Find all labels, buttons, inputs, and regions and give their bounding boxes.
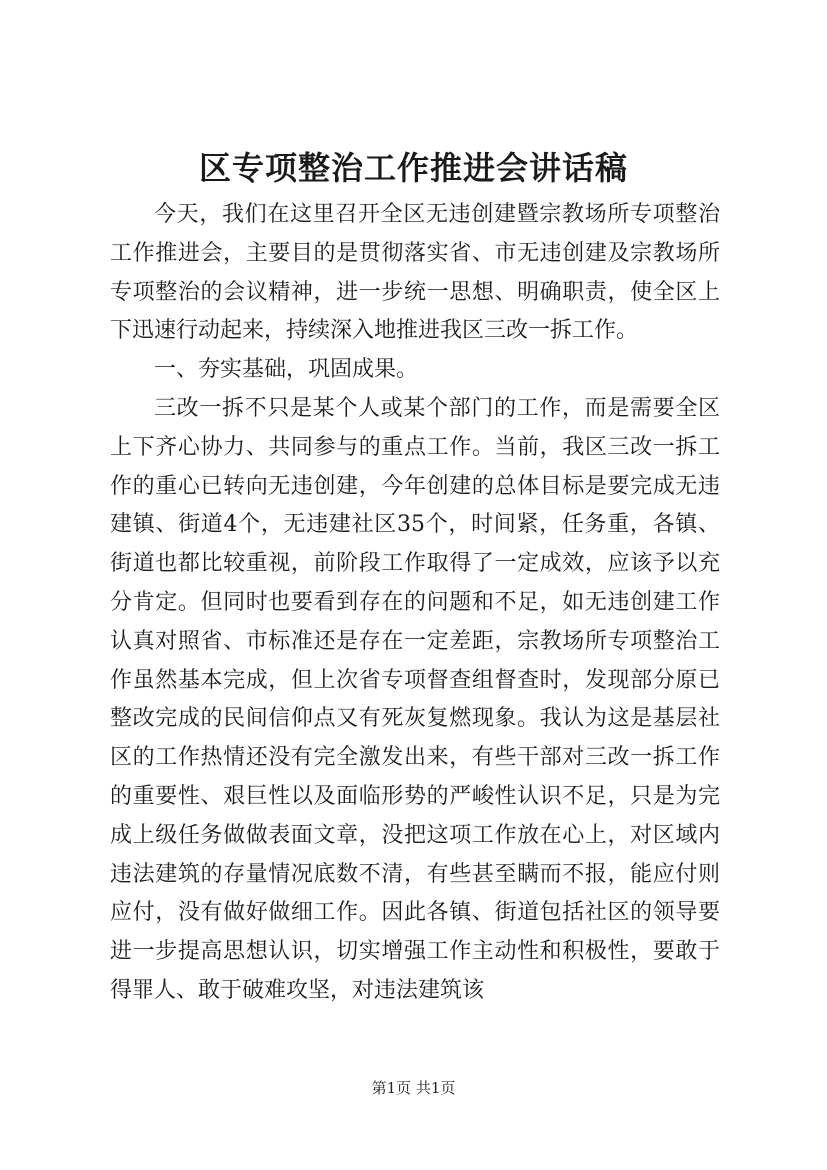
page-footer: 第1页 共1页 [371,1079,456,1097]
document-body [110,196,720,1011]
paragraph-section-body: 三改一拆不只是某个人或某个部门的工作，而是需要全区上下齐心协力、共同参与的重点工作。当前，我区三改一拆工作的重心已转向无违创建，今年创建的总体目标是要完成无违建镇、街道4个，无违建社区35个，时间紧，任务重，各镇、街道也都比较重视，前阶段工作取得了一定成效，应该予以充分肯定。但同时也要看到存在的问题和不足，如无违创建工作认真对照省、市标准还是存在一定差距，宗教场所专项整治工作虽然基本完成，但上次省专项督查组督查时，发现部分原已整改完成的民间信仰点又有死灰复燃现象。我认为这是基层社区的工作热情还没有完全激发出来，有些干部对三改一拆工作的重要性、艰巨性以及面临形势的严峻性认识不足，只是为完成上级任务做做表面文章，没把这项工作放在心上，对区域内违法建筑的存量情况底数不清，有些甚至瞒而不报，能应付则应付，没有做好做细工作。因此各镇、街道包括社区的领导要进一步提高思想认识，切实增强工作主动性和积极性，要敢于得罪人、敢于破难攻坚，对违法建筑该 [110,395,720,1003]
paragraph-intro: 今天，我们在这里召开全区无违创建暨宗教场所专项整治工作推进会，主要目的是贯彻落实省、市无违创建及宗教场所专项整治的会议精神，进一步统一思想、明确职责，使全区上下迅速行动起来，持续深入地推进我区三改一拆工作。 [110,202,720,344]
document-title: 区专项整治工作推进会讲话稿 [198,149,628,187]
paragraph-section-heading: 一、夯实基础，巩固成果。 [154,357,419,383]
